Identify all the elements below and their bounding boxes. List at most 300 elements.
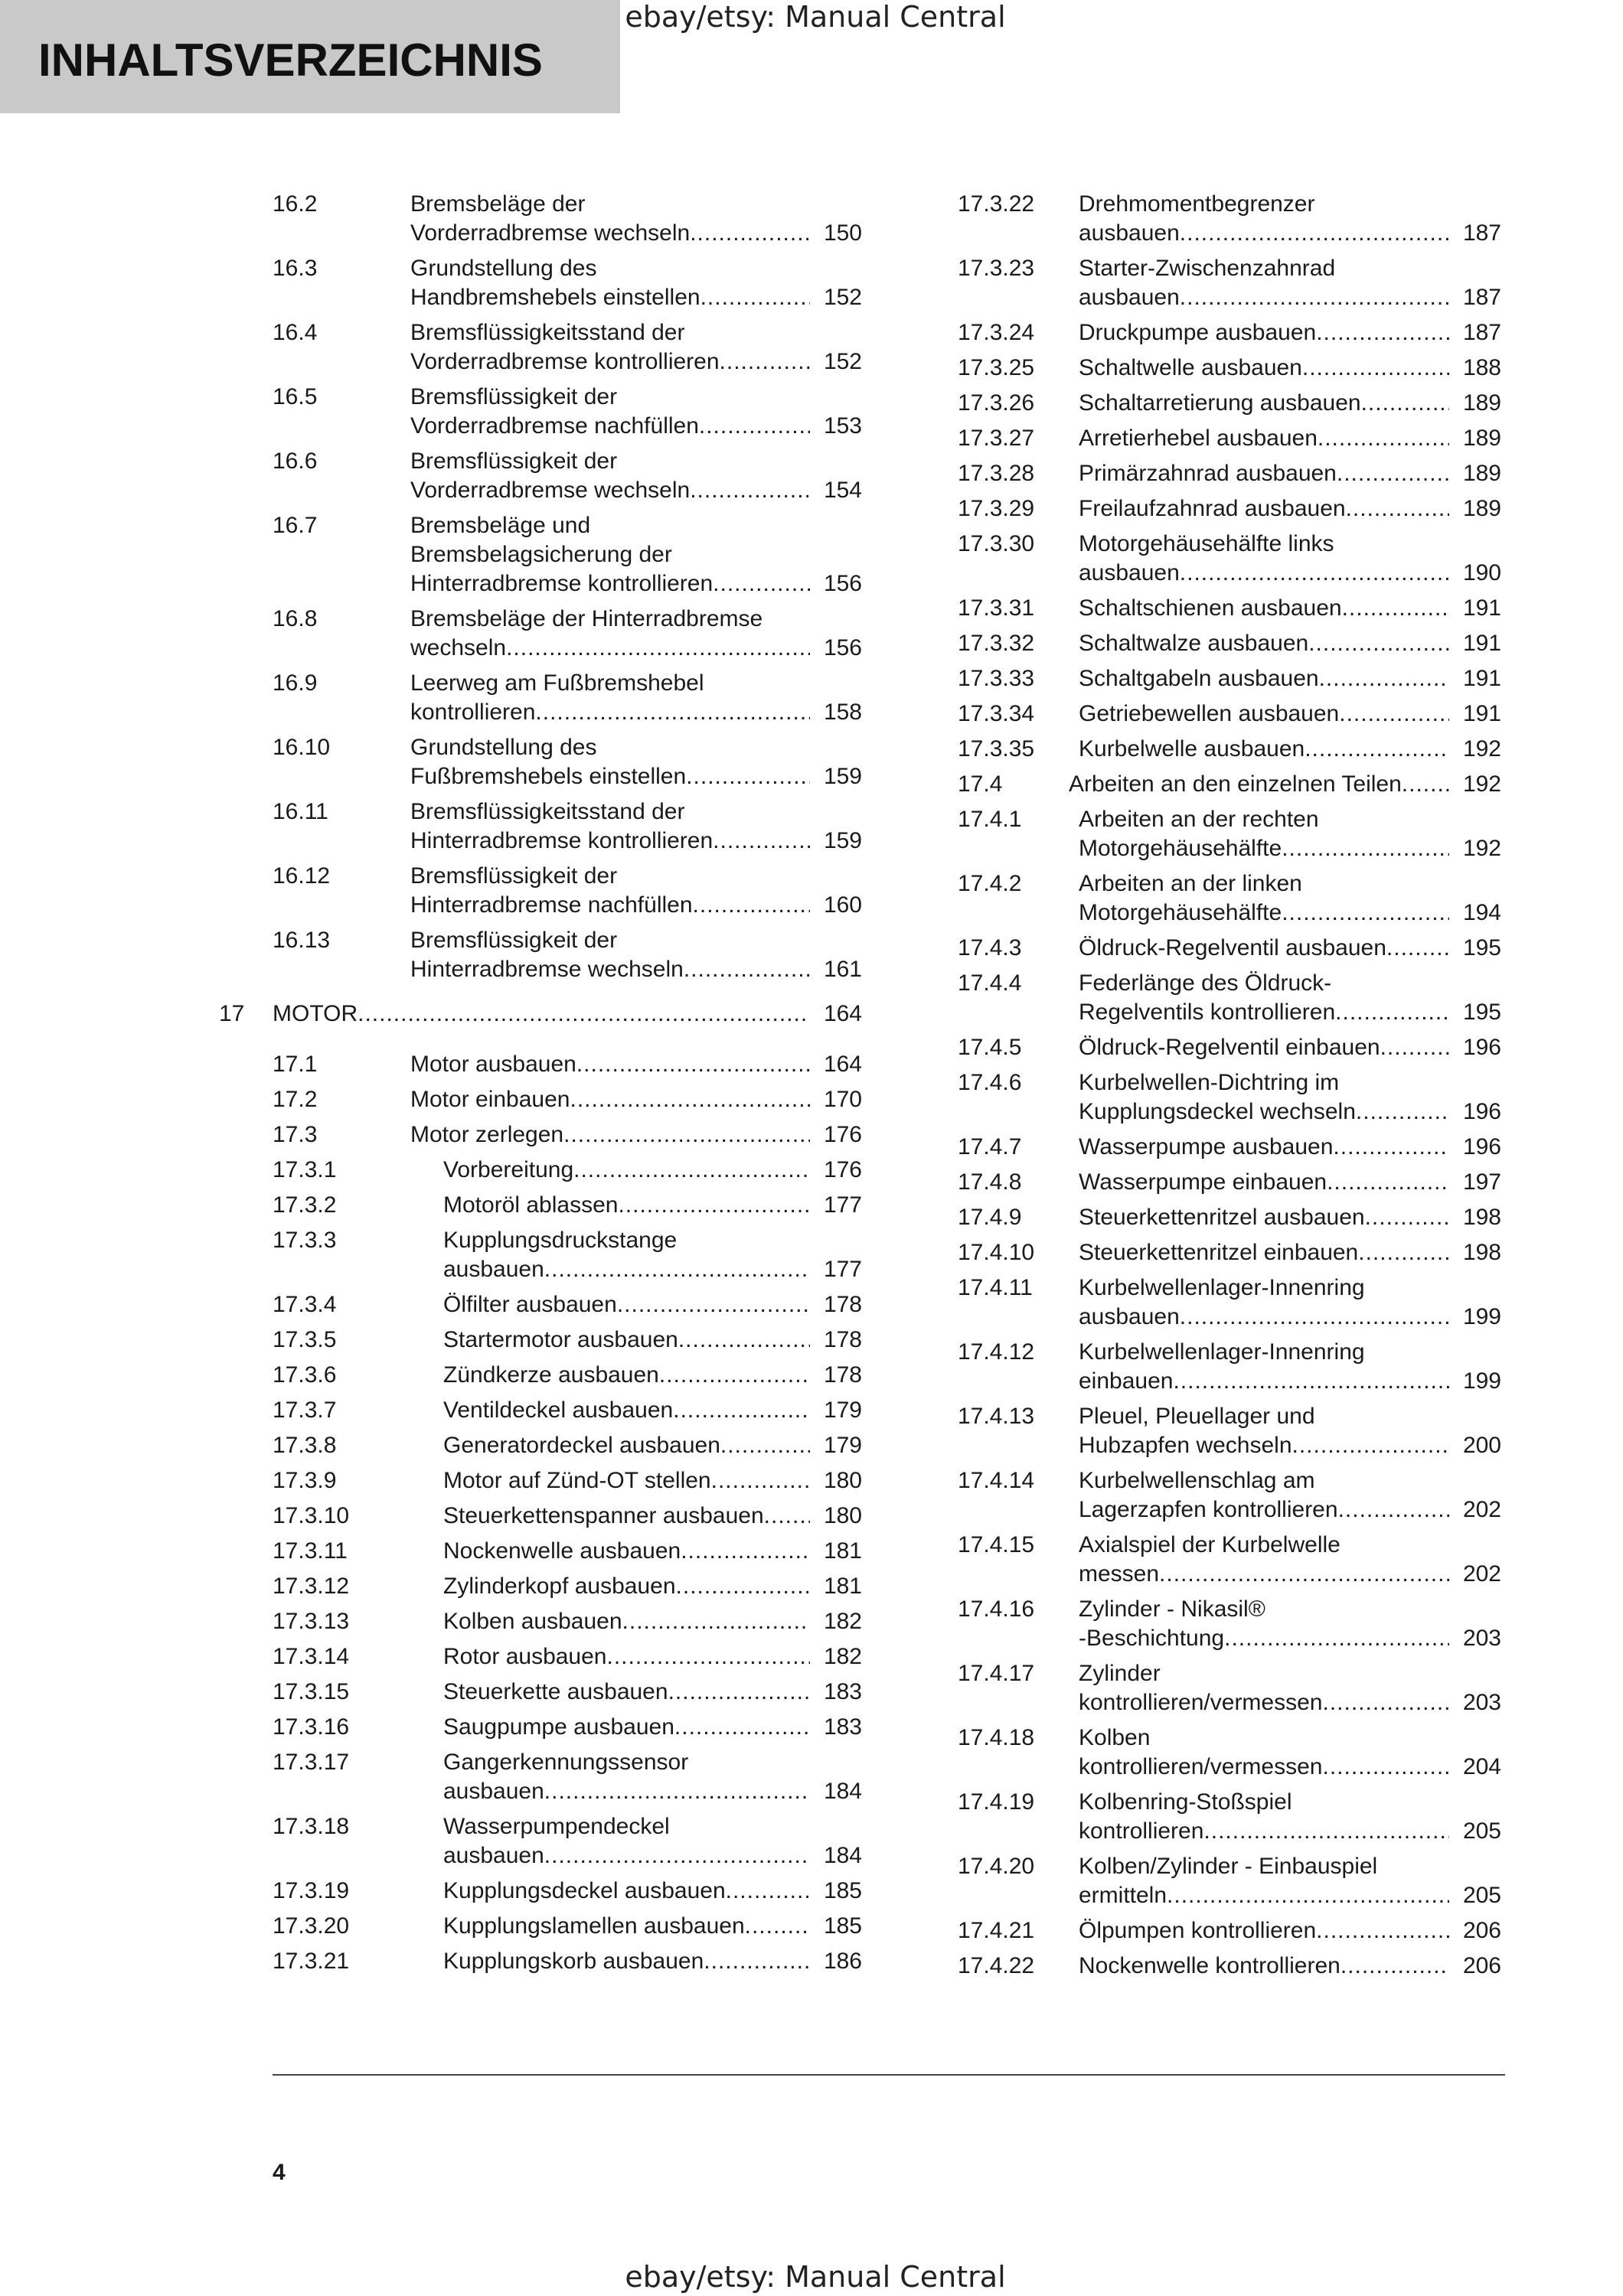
toc-entry-title-line: Zündkerze ausbauen <box>443 1362 659 1388</box>
dot-leader <box>1180 283 1449 312</box>
toc-entry-title-line: Kurbelwellenlager-Innenring <box>1079 1339 1365 1365</box>
dot-leader <box>1224 1624 1449 1653</box>
toc-entry-page: 189 <box>1462 426 1501 451</box>
toc-entry-number: 16.2 <box>273 191 318 217</box>
dot-leader <box>764 1502 810 1531</box>
toc-entry-title-line: Steuerkettenspanner ausbauen <box>443 1503 764 1528</box>
toc-entry-page: 198 <box>1462 1205 1501 1230</box>
toc-entry-page: 160 <box>823 892 862 918</box>
toc-entry <box>273 1191 862 1220</box>
toc-entry-number: 17.3.30 <box>958 531 1035 556</box>
toc-entry <box>273 1678 862 1707</box>
toc-entry-title-line: Grundstellung des <box>410 256 597 281</box>
toc-entry-title-line: Grundstellung des <box>410 735 597 760</box>
toc-entry-page: 191 <box>1462 631 1501 656</box>
dot-leader <box>1337 459 1449 488</box>
dot-leader <box>506 634 810 663</box>
toc-entry-title-line: Bremsflüssigkeitsstand der <box>410 320 685 345</box>
dot-leader <box>1333 1133 1449 1162</box>
dot-leader <box>1159 1560 1449 1589</box>
toc-entry <box>273 1947 862 1976</box>
toc-entry-page: 195 <box>1462 1000 1501 1025</box>
toc-column-right <box>958 190 1501 1987</box>
toc-entry-page: 187 <box>1462 220 1501 246</box>
toc-entry-title-line: Bremsflüssigkeitsstand der <box>410 799 685 824</box>
toc-entry-title-line: Hinterradbremse wechseln <box>410 957 684 982</box>
toc-entry <box>273 1812 862 1870</box>
toc-entry-title-line: Zylinder - Nikasil® <box>1079 1596 1265 1622</box>
toc-entry-title-line: Motorgehäusehälfte <box>1079 836 1282 861</box>
toc-entry-page: 206 <box>1462 1918 1501 1943</box>
toc-entry-title-line: Bremsflüssigkeit der <box>410 448 618 474</box>
toc-entry <box>958 934 1501 963</box>
dot-leader <box>1302 354 1449 383</box>
dot-leader <box>1338 1495 1449 1525</box>
toc-entry-number: 17.4.22 <box>958 1953 1035 1978</box>
toc-entry-title-line: Arretierhebel ausbauen <box>1079 426 1318 451</box>
toc-entry-page: 205 <box>1462 1818 1501 1844</box>
toc-entry-number: 16.11 <box>273 799 328 824</box>
dot-leader <box>720 347 810 377</box>
toc-entry <box>273 511 862 598</box>
toc-entry-title-line: Kupplungskorb ausbauen <box>443 1949 704 1974</box>
toc-entry-page: 196 <box>1462 1099 1501 1124</box>
toc-entry <box>958 1916 1501 1945</box>
toc-entry-page: 177 <box>823 1192 862 1218</box>
toc-entry-title-line: Motor einbauen <box>410 1087 570 1112</box>
toc-entry-title-line: Bremsbeläge der Hinterradbremse <box>410 606 763 631</box>
toc-entry-page: 161 <box>823 957 862 982</box>
toc-entry-title-line: Kupplungsdeckel ausbauen <box>443 1878 726 1903</box>
toc-entry <box>273 1502 862 1531</box>
toc-entry-number: 17.4.10 <box>958 1240 1035 1265</box>
toc-entry <box>958 190 1501 248</box>
dot-leader <box>1305 735 1449 764</box>
toc-entry-number: 16.13 <box>273 928 331 953</box>
toc-entry-page: 189 <box>1462 390 1501 416</box>
toc-entry-page: 191 <box>1462 595 1501 621</box>
dot-leader <box>1335 998 1449 1027</box>
toc-entry-number: 17.3.20 <box>273 1913 350 1939</box>
toc-entry-title-line: Rotor ausbauen <box>443 1644 607 1669</box>
toc-entry-number: 17.4.8 <box>958 1169 1022 1195</box>
toc-entry-title-line: Bremsbelagsicherung der <box>410 542 672 567</box>
dot-leader <box>544 1255 810 1284</box>
toc-entry-page: 178 <box>823 1362 862 1388</box>
toc-entry-title-line: Vorderradbremse wechseln <box>410 220 691 246</box>
toc-entry-title-line: kontrollieren/vermessen <box>1079 1690 1323 1715</box>
toc-entry <box>219 1000 862 1029</box>
toc-entry-title-line: ausbauen <box>443 1843 544 1868</box>
toc-entry-page: 196 <box>1462 1134 1501 1159</box>
toc-entry-number: 17.3.16 <box>273 1714 350 1740</box>
toc-entry <box>273 383 862 441</box>
toc-entry-number: 17.4.16 <box>958 1596 1035 1622</box>
toc-entry-number: 17.3.31 <box>958 595 1035 621</box>
toc-entry-page: 205 <box>1462 1883 1501 1908</box>
toc-entry-number: 16.4 <box>273 320 318 345</box>
toc-entry-title-line: Bremsbeläge und <box>410 513 591 538</box>
toc-entry-number: 17.3.28 <box>958 461 1035 486</box>
toc-entry-page: 199 <box>1462 1304 1501 1329</box>
toc-entry <box>273 1877 862 1906</box>
dot-leader <box>573 1156 810 1185</box>
toc-entry-number: 17.3.3 <box>273 1228 337 1253</box>
toc-entry-title-line: Fußbremshebels einstellen <box>410 764 687 789</box>
dot-leader <box>678 1326 810 1355</box>
toc-entry-number: 17.4.19 <box>958 1789 1035 1815</box>
dot-leader <box>1380 1033 1449 1062</box>
toc-entry-title-line: Steuerkettenritzel einbauen <box>1079 1240 1359 1265</box>
toc-entry <box>958 459 1501 488</box>
toc-entry-number: 17.3.9 <box>273 1468 337 1493</box>
dot-leader <box>1319 664 1449 693</box>
toc-entry-page: 206 <box>1462 1953 1501 1978</box>
toc-entry <box>273 447 862 505</box>
dot-leader <box>726 1877 810 1906</box>
toc-entry <box>958 770 1501 799</box>
toc-entry-title-line: Ölfilter ausbauen <box>443 1292 617 1317</box>
toc-entry-title-line: Motorgehäusehälfte <box>1079 900 1282 925</box>
toc-entry-number: 17.3.1 <box>273 1157 337 1182</box>
toc-entry <box>273 1466 862 1495</box>
toc-entry-number: 17.3.8 <box>273 1433 337 1458</box>
toc-entry-title-line: ausbauen <box>1079 560 1180 585</box>
toc-entry-title-line: einbauen <box>1079 1368 1174 1394</box>
toc-entry-page: 194 <box>1462 900 1501 925</box>
dot-leader <box>570 1085 810 1114</box>
toc-entry-page: 164 <box>823 1001 862 1026</box>
toc-entry-number: 17.4.9 <box>958 1205 1022 1230</box>
toc-entry-title-line: Arbeiten an den einzelnen Teilen <box>1069 771 1402 797</box>
dot-leader <box>1167 1881 1449 1910</box>
toc-entry <box>958 1338 1501 1396</box>
toc-entry <box>273 1290 862 1319</box>
dot-leader <box>693 891 810 920</box>
toc-entry <box>958 1595 1501 1653</box>
toc-entry-number: 17.3.17 <box>273 1750 350 1775</box>
toc-entry <box>958 318 1501 347</box>
toc-entry-number: 17.3.18 <box>273 1814 350 1839</box>
toc-entry <box>958 700 1501 729</box>
toc-entry-title-line: Steuerkette ausbauen <box>443 1679 668 1704</box>
toc-entry-title-line: Kupplungsdruckstange <box>443 1228 678 1253</box>
toc-entry-title-line: Schaltwalze ausbauen <box>1079 631 1309 656</box>
toc-entry-page: 192 <box>1462 736 1501 762</box>
toc-entry-title-line: ausbauen <box>443 1257 544 1282</box>
toc-entry-page: 184 <box>823 1843 862 1868</box>
toc-entry-page: 158 <box>823 700 862 725</box>
toc-entry <box>273 669 862 727</box>
toc-entry-number: 16.9 <box>273 670 318 696</box>
toc-entry <box>273 1537 862 1566</box>
toc-entry-title-line: wechseln <box>410 635 507 660</box>
dot-leader <box>1365 1203 1449 1232</box>
toc-entry-page: 191 <box>1462 666 1501 691</box>
toc-entry-number: 17.3.22 <box>958 191 1035 217</box>
toc-entry-number: 16.3 <box>273 256 318 281</box>
toc-entry-title-line: Vorderradbremse nachfüllen <box>410 413 699 439</box>
toc-entry-number: 17.4.5 <box>958 1035 1022 1060</box>
toc-entry-title-line: Handbremshebels einstellen <box>410 285 700 310</box>
toc-entry-title-line: ausbauen <box>1079 220 1180 246</box>
toc-entry <box>273 797 862 856</box>
dot-leader <box>544 1841 810 1870</box>
toc-entry-page: 188 <box>1462 355 1501 380</box>
toc-entry-page: 192 <box>1462 771 1501 797</box>
toc-entry-title-line: Kolben/Zylinder - Einbauspiel <box>1079 1854 1378 1879</box>
toc-entry-page: 198 <box>1462 1240 1501 1265</box>
dot-leader <box>1342 594 1449 623</box>
footer-divider <box>273 2074 1505 2076</box>
toc-entry <box>273 1156 862 1185</box>
toc-entry-title-line: ausbauen <box>1079 1304 1180 1329</box>
dot-leader <box>1292 1431 1449 1460</box>
dot-leader <box>745 1912 810 1941</box>
toc-entry <box>273 1431 862 1460</box>
dot-leader <box>676 1572 810 1601</box>
toc-entry-number: 17.2 <box>273 1087 318 1112</box>
toc-entry-page: 187 <box>1462 320 1501 345</box>
toc-entry-title-line: messen <box>1079 1561 1160 1587</box>
toc-entry <box>958 1659 1501 1717</box>
dot-leader <box>659 1361 810 1390</box>
toc-entry-number: 17.3.26 <box>958 390 1035 416</box>
toc-entry-title-line: Motoröl ablassen <box>443 1192 619 1218</box>
toc-entry-number: 17.3.35 <box>958 736 1035 762</box>
dot-leader <box>1346 494 1449 523</box>
toc-entry-title-line: Zylinderkopf ausbauen <box>443 1574 676 1599</box>
toc-entry-title-line: Nockenwelle kontrollieren <box>1079 1953 1341 1978</box>
dot-leader <box>358 1000 810 1029</box>
toc-entry-title-line: MOTOR <box>273 1001 358 1026</box>
toc-entry-number: 17.4.2 <box>958 871 1022 896</box>
toc-entry-page: 178 <box>823 1327 862 1352</box>
toc-entry <box>958 1466 1501 1525</box>
toc-entry-title-line: Schaltarretierung ausbauen <box>1079 390 1361 416</box>
dot-leader <box>1308 629 1449 658</box>
toc-entry-number: 17.4.17 <box>958 1661 1035 1686</box>
toc-entry-page: 186 <box>823 1949 862 1974</box>
dot-leader <box>535 698 810 727</box>
toc-entry <box>958 354 1501 383</box>
toc-entry-page: 176 <box>823 1122 862 1147</box>
toc-entry-title-line: kontrollieren/vermessen <box>1079 1754 1323 1779</box>
toc-entry-page: 156 <box>823 635 862 660</box>
toc-entry-page: 164 <box>823 1052 862 1077</box>
toc-entry-title-line: Kurbelwellenschlag am <box>1079 1468 1315 1493</box>
dot-leader <box>699 412 810 441</box>
toc-entry-page: 196 <box>1462 1035 1501 1060</box>
toc-entry <box>958 664 1501 693</box>
toc-entry <box>958 1531 1501 1589</box>
toc-entry-page: 184 <box>823 1779 862 1804</box>
toc-entry-number: 16.8 <box>273 606 318 631</box>
toc-entry-title-line: Druckpumpe ausbauen <box>1079 320 1317 345</box>
toc-entry-number: 17.3.4 <box>273 1292 337 1317</box>
dot-leader <box>1361 389 1449 418</box>
toc-column-left <box>219 190 862 1982</box>
toc-entry-title-line: Generatordeckel ausbauen <box>443 1433 720 1458</box>
toc-entry-number: 17.3.33 <box>958 666 1035 691</box>
toc-entry-page: 195 <box>1462 935 1501 960</box>
toc-entry-title-line: Leerweg am Fußbremshebel <box>410 670 704 696</box>
toc-entry-number: 17.4.11 <box>958 1275 1033 1300</box>
toc-entry-number: 17.3.10 <box>273 1503 350 1528</box>
toc-entry-page: 200 <box>1462 1433 1501 1458</box>
toc-entry-title-line: Ventildeckel ausbauen <box>443 1397 674 1423</box>
toc-entry-page: 202 <box>1462 1497 1501 1522</box>
watermark-bottom: ebay/etsy: Manual Central <box>625 2260 1006 2294</box>
page-number: 4 <box>273 2160 286 2185</box>
toc-entry-page: 177 <box>823 1257 862 1282</box>
toc-entry <box>958 594 1501 623</box>
toc-entry-title-line: Hinterradbremse nachfüllen <box>410 892 693 918</box>
toc-entry-number: 17.3.13 <box>273 1609 350 1634</box>
toc-entry-page: 150 <box>823 220 862 246</box>
dot-leader <box>576 1050 810 1079</box>
dot-leader <box>1356 1097 1449 1127</box>
dot-leader <box>684 955 810 984</box>
toc-entry-page: 181 <box>823 1574 862 1599</box>
toc-entry-number: 17.4.3 <box>958 935 1022 960</box>
toc-entry <box>958 1203 1501 1232</box>
dot-leader <box>1180 1303 1449 1332</box>
dot-leader <box>686 762 810 791</box>
toc-entry-number: 17.3.34 <box>958 701 1035 726</box>
dot-leader <box>1402 770 1449 799</box>
toc-entry-page: 187 <box>1462 285 1501 310</box>
toc-entry-title-line: Motor auf Zünd-OT stellen <box>443 1468 711 1493</box>
toc-entry <box>958 805 1501 863</box>
toc-entry-title-line: Saugpumpe ausbauen <box>443 1714 674 1740</box>
toc-entry-title-line: Kurbelwellenlager-Innenring <box>1079 1275 1365 1300</box>
toc-entry <box>273 1713 862 1742</box>
dot-leader <box>1339 700 1449 729</box>
toc-entry-number: 17.3.23 <box>958 256 1035 281</box>
toc-entry <box>273 1642 862 1671</box>
toc-entry-title-line: Motorgehäusehälfte links <box>1079 531 1334 556</box>
dot-leader <box>1180 559 1449 588</box>
toc-entry-page: 199 <box>1462 1368 1501 1394</box>
toc-entry-title-line: Getriebewellen ausbauen <box>1079 701 1340 726</box>
toc-entry-page: 180 <box>823 1503 862 1528</box>
toc-entry-title-line: Wasserpumpendeckel <box>443 1814 670 1839</box>
toc-entry-number: 17.4.12 <box>958 1339 1035 1365</box>
toc-entry-page: 191 <box>1462 701 1501 726</box>
toc-entry-title-line: Kupplungslamellen ausbauen <box>443 1913 745 1939</box>
toc-entry-title-line: Arbeiten an der rechten <box>1079 807 1319 832</box>
toc-entry-title-line: Bremsflüssigkeit der <box>410 863 618 889</box>
toc-entry-number: 17 <box>219 1001 245 1026</box>
toc-entry <box>958 494 1501 523</box>
toc-entry <box>273 1226 862 1284</box>
toc-entry-number: 17.3.15 <box>273 1679 350 1704</box>
dot-leader <box>704 1947 810 1976</box>
dot-leader <box>1282 899 1449 928</box>
toc-entry <box>958 389 1501 418</box>
toc-entry-title-line: Federlänge des Öldruck- <box>1079 970 1332 996</box>
dot-leader <box>1203 1817 1449 1846</box>
toc-entry-page: 179 <box>823 1433 862 1458</box>
toc-entry-page: 189 <box>1462 461 1501 486</box>
toc-entry <box>273 862 862 920</box>
toc-entry-page: 190 <box>1462 560 1501 585</box>
dot-leader <box>713 827 810 856</box>
toc-entry-number: 17.3.6 <box>273 1362 337 1388</box>
toc-entry-page: 182 <box>823 1609 862 1634</box>
dot-leader <box>1358 1238 1449 1267</box>
toc-entry-page: 152 <box>823 285 862 310</box>
dot-leader <box>563 1120 810 1150</box>
toc-entry-page: 170 <box>823 1087 862 1112</box>
toc-entry-number: 17.3.29 <box>958 496 1035 521</box>
toc-entry-number: 17.3.2 <box>273 1192 337 1218</box>
toc-entry-page: 153 <box>823 413 862 439</box>
toc-entry-number: 17.4.1 <box>958 807 1022 832</box>
toc-entry-page: 185 <box>823 1878 862 1903</box>
toc-entry <box>958 1788 1501 1846</box>
dot-leader <box>711 1466 810 1495</box>
toc-entry-number: 17.3.32 <box>958 631 1035 656</box>
toc-entry-title-line: Schaltwelle ausbauen <box>1079 355 1302 380</box>
toc-entry-title-line: Axialspiel der Kurbelwelle <box>1079 1532 1341 1557</box>
dot-leader <box>622 1607 810 1636</box>
toc-entry-title-line: Ölpumpen kontrollieren <box>1079 1918 1317 1943</box>
toc-entry-number: 17.3.7 <box>273 1397 337 1423</box>
dot-leader <box>673 1396 810 1425</box>
toc-entry <box>273 926 862 984</box>
toc-entry-page: 159 <box>823 764 862 789</box>
toc-entry-page: 182 <box>823 1644 862 1669</box>
toc-entry-page: 203 <box>1462 1626 1501 1651</box>
toc-entry <box>958 1168 1501 1197</box>
toc-entry-title-line: Gangerkennungssensor <box>443 1750 689 1775</box>
dot-leader <box>713 569 810 598</box>
toc-entry-page: 178 <box>823 1292 862 1317</box>
toc-entry-title-line: Zylinder <box>1079 1661 1161 1686</box>
toc-entry-title-line: ausbauen <box>1079 285 1180 310</box>
toc-entry-title-line: Startermotor ausbauen <box>443 1327 678 1352</box>
toc-entry <box>958 1238 1501 1267</box>
toc-entry-title-line: Steuerkettenritzel ausbauen <box>1079 1205 1365 1230</box>
toc-entry-title-line: Vorbereitung <box>443 1157 574 1182</box>
toc-entry <box>273 1120 862 1150</box>
toc-entry-page: 180 <box>823 1468 862 1493</box>
toc-entry-page: 185 <box>823 1913 862 1939</box>
toc-entry <box>273 733 862 791</box>
toc-entry-number: 16.10 <box>273 735 331 760</box>
toc-entry-number: 16.6 <box>273 448 318 474</box>
toc-entry-number: 17.4.20 <box>958 1854 1035 1879</box>
toc-entry-title-line: Hinterradbremse kontrollieren <box>410 571 714 596</box>
dot-leader <box>668 1678 810 1707</box>
toc-entry-number: 17.3.14 <box>273 1644 350 1669</box>
toc-entry <box>958 1133 1501 1162</box>
toc-entry-number: 17.3.12 <box>273 1574 350 1599</box>
toc-entry-number: 17.3.24 <box>958 320 1035 345</box>
toc-entry-title-line: Nockenwelle ausbauen <box>443 1538 681 1564</box>
toc-entry-title-line: ausbauen <box>443 1779 544 1804</box>
toc-entry <box>273 1361 862 1390</box>
toc-entry <box>958 530 1501 588</box>
toc-entry-title-line: Kupplungsdeckel wechseln <box>1079 1099 1356 1124</box>
toc-entry-number: 17.3.27 <box>958 426 1035 451</box>
toc-entry-title-line: Kurbelwelle ausbauen <box>1079 736 1305 762</box>
toc-entry-page: 203 <box>1462 1690 1501 1715</box>
toc-entry-title-line: Hubzapfen wechseln <box>1079 1433 1292 1458</box>
toc-entry-number: 17.4.18 <box>958 1725 1035 1750</box>
